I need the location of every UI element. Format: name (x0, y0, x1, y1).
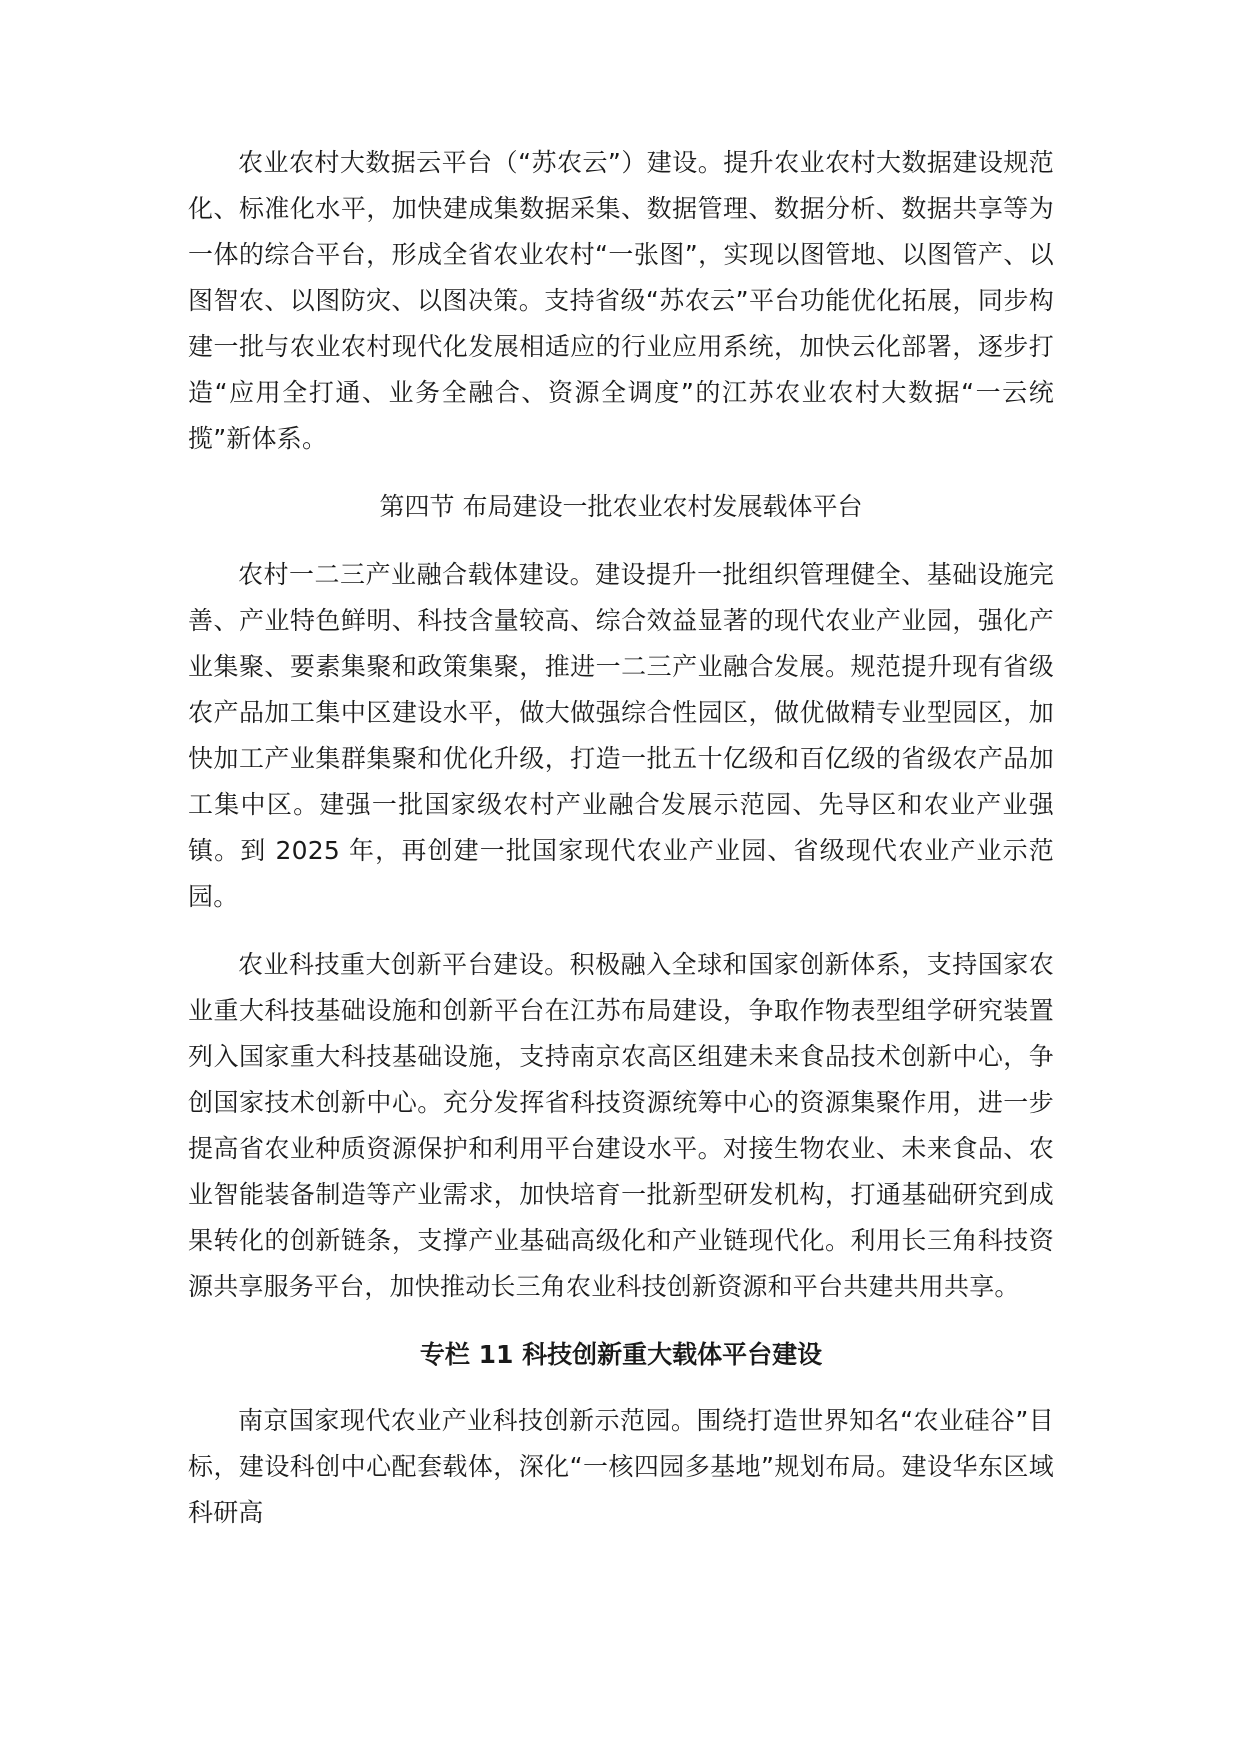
document-page (188, 140, 1054, 1558)
paragraph-tech-innovation-platform: 农业科技重大创新平台建设。积极融入全球和国家创新体系，支持国家农业重大科技基础设施和创新平台在江苏布局建设，争取作物表型组学研究装置列入国家重大科技基础设施，支持南京农高区组建未来食品技术创新中心，争创国家技术创新中心。充分发挥省科技资源统筹中心的资源集聚作用，进一步提高省农业种质资源保护和利用平台建设水平。对接生物农业、未来食品、农业智能装备制造等产业需求，加快培育一批新型研发机构，打通基础研究到成果转化的创新链条，支撑产业基础高级化和产业链现代化。利用长三角科技资源共享服务平台，加快推动长三角农业科技创新资源和平台共建共用共享。 (188, 950, 1054, 1301)
paragraph-industry-integration: 农村一二三产业融合载体建设。建设提升一批组织管理健全、基础设施完善、产业特色鲜明、科技含量较高、综合效益显著的现代农业产业园，强化产业集聚、要素集聚和政策集聚，推进一二三产业融合发展。规范提升现有省级农产品加工集中区建设水平，做大做强综合性园区，做优做精专业型园区，加快加工产业集群集聚和优化升级，打造一批五十亿级和百亿级的省级农产品加工集中区。建强一批国家级农村产业融合发展示范园、先导区和农业产业强镇。到 2025 年，再创建一批国家现代农业产业园、省级现代农业产业示范园。 (188, 560, 1054, 911)
column-box-title: 专栏 11 科技创新重大载体平台建设 (419, 1340, 823, 1369)
section-heading: 第四节 布局建设一批农业农村发展载体平台 (379, 492, 863, 521)
paragraph-big-data-cloud: 农业农村大数据云平台（“苏农云”）建设。提升农业农村大数据建设规范化、标准化水平，加快建成集数据采集、数据管理、数据分析、数据共享等为一体的综合平台，形成全省农业农村“一张图”，实现以图管地、以图管产、以图智农、以图防灾、以图决策。支持省级“苏农云”平台功能优化拓展，同步构建一批与农业农村现代化发展相适应的行业应用系统，加快云化部署，逐步打造“应用全打通、业务全融合、资源全调度”的江苏农业农村大数据“一云统揽”新体系。 (188, 148, 1054, 453)
paragraph-nanjing-demo-park: 南京国家现代农业产业科技创新示范园。围绕打造世界知名“农业硅谷”目标，建设科创中心配套载体，深化“一核四园多基地”规划布局。建设华东区域科研高 (188, 1406, 1054, 1527)
